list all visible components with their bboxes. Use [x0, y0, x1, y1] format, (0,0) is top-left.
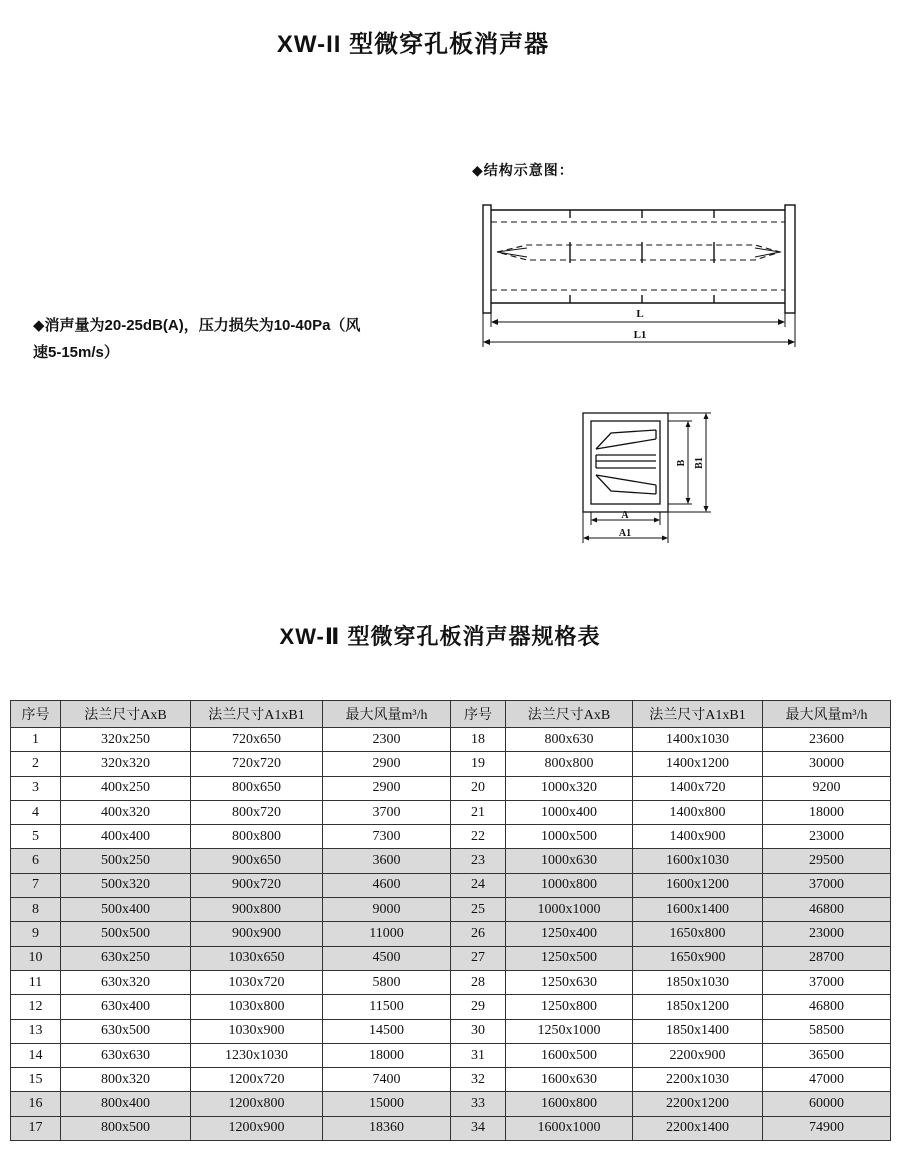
- table-cell: 14: [11, 1043, 61, 1067]
- table-cell: 1250x800: [506, 995, 633, 1019]
- spec-table-body: [11, 728, 891, 1141]
- table-cell: 7300: [323, 825, 451, 849]
- table-cell: 500x320: [61, 873, 191, 897]
- table-cell: 12: [11, 995, 61, 1019]
- column-header-1: 法兰尺寸AxB: [61, 701, 191, 728]
- top-joint-ticks: [570, 210, 714, 218]
- performance-note-line-2: 速5-15m/s）: [33, 344, 119, 361]
- table-cell: 5: [11, 825, 61, 849]
- table-cell: 37000: [763, 873, 891, 897]
- center-baffle: [596, 455, 656, 468]
- table-cell: 800x320: [61, 1068, 191, 1092]
- table-row: [11, 752, 891, 776]
- table-cell: 26: [451, 922, 506, 946]
- dimension-A-label: A: [621, 510, 629, 521]
- table-cell: 3600: [323, 849, 451, 873]
- table-cell: 18000: [323, 1043, 451, 1067]
- table-cell: 15000: [323, 1092, 451, 1116]
- silencer-cross-section-diagram: [575, 405, 720, 550]
- table-cell: 1600x1400: [633, 898, 763, 922]
- table-cell: 23000: [763, 825, 891, 849]
- table-cell: 1000x630: [506, 849, 633, 873]
- table-cell: 1: [11, 728, 61, 752]
- table-cell: 630x400: [61, 995, 191, 1019]
- table-cell: 1400x1200: [633, 752, 763, 776]
- table-cell: 900x650: [191, 849, 323, 873]
- silencer-side-view-diagram: [470, 195, 810, 355]
- table-row: [11, 995, 891, 1019]
- table-cell: 2900: [323, 752, 451, 776]
- table-cell: 1030x900: [191, 1019, 323, 1043]
- table-cell: 8: [11, 898, 61, 922]
- table-cell: 800x720: [191, 800, 323, 824]
- table-cell: 400x400: [61, 825, 191, 849]
- table-cell: 500x500: [61, 922, 191, 946]
- table-cell: 22: [451, 825, 506, 849]
- upper-baffle: [596, 430, 656, 449]
- table-cell: 10: [11, 946, 61, 970]
- table-cell: 23: [451, 849, 506, 873]
- lower-baffle: [596, 475, 656, 494]
- table-cell: 2200x900: [633, 1043, 763, 1067]
- table-cell: 1000x500: [506, 825, 633, 849]
- table-cell: 37000: [763, 970, 891, 994]
- table-row: [11, 970, 891, 994]
- table-cell: 29500: [763, 849, 891, 873]
- performance-note-line-1: ◆消声量为20-25dB(A)，压力损失为10-40Pa（风: [33, 317, 361, 334]
- table-cell: 4500: [323, 946, 451, 970]
- table-cell: 800x630: [506, 728, 633, 752]
- table-cell: 1650x900: [633, 946, 763, 970]
- table-row: [11, 898, 891, 922]
- table-cell: 4600: [323, 873, 451, 897]
- table-cell: 630x320: [61, 970, 191, 994]
- table-row: [11, 849, 891, 873]
- spec-table-title: XW-Ⅱ 型微穿孔板消声器规格表: [279, 624, 601, 649]
- table-cell: 1000x400: [506, 800, 633, 824]
- table-cell: 1600x1200: [633, 873, 763, 897]
- table-cell: 320x320: [61, 752, 191, 776]
- table-cell: 630x630: [61, 1043, 191, 1067]
- table-row: [11, 800, 891, 824]
- table-cell: 23000: [763, 922, 891, 946]
- table-cell: 1850x1400: [633, 1019, 763, 1043]
- table-row: [11, 1116, 891, 1140]
- table-cell: 400x320: [61, 800, 191, 824]
- table-cell: 30000: [763, 752, 891, 776]
- table-row: [11, 1019, 891, 1043]
- table-cell: 11: [11, 970, 61, 994]
- table-cell: 11500: [323, 995, 451, 1019]
- table-cell: 18000: [763, 800, 891, 824]
- right-flange: [785, 205, 795, 313]
- table-cell: 14500: [323, 1019, 451, 1043]
- table-cell: 2: [11, 752, 61, 776]
- table-cell: 3700: [323, 800, 451, 824]
- table-cell: 2200x1200: [633, 1092, 763, 1116]
- table-cell: 34: [451, 1116, 506, 1140]
- table-row: [11, 776, 891, 800]
- table-cell: 630x500: [61, 1019, 191, 1043]
- table-cell: 4: [11, 800, 61, 824]
- table-cell: 500x400: [61, 898, 191, 922]
- table-cell: 1600x500: [506, 1043, 633, 1067]
- table-cell: 1000x800: [506, 873, 633, 897]
- table-cell: 1250x400: [506, 922, 633, 946]
- table-cell: 24: [451, 873, 506, 897]
- table-cell: 1400x900: [633, 825, 763, 849]
- column-header-4: 序号: [451, 701, 506, 728]
- center-pod-outline: [497, 245, 780, 260]
- table-cell: 630x250: [61, 946, 191, 970]
- table-cell: 2200x1030: [633, 1068, 763, 1092]
- table-cell: 1030x800: [191, 995, 323, 1019]
- table-cell: 2200x1400: [633, 1116, 763, 1140]
- table-cell: 9200: [763, 776, 891, 800]
- table-cell: 1230x1030: [191, 1043, 323, 1067]
- table-cell: 1250x500: [506, 946, 633, 970]
- table-cell: 16: [11, 1092, 61, 1116]
- table-cell: 1600x1000: [506, 1116, 633, 1140]
- table-cell: 800x500: [61, 1116, 191, 1140]
- dimension-B-label: B: [676, 459, 687, 467]
- table-cell: 32: [451, 1068, 506, 1092]
- table-cell: 500x250: [61, 849, 191, 873]
- page-title: XW-II 型微穿孔板消声器: [276, 31, 550, 58]
- table-cell: 31: [451, 1043, 506, 1067]
- table-cell: 19: [451, 752, 506, 776]
- table-cell: 900x900: [191, 922, 323, 946]
- table-cell: 800x800: [506, 752, 633, 776]
- table-cell: 1400x1030: [633, 728, 763, 752]
- table-cell: 1000x1000: [506, 898, 633, 922]
- table-cell: 9000: [323, 898, 451, 922]
- table-cell: 28: [451, 970, 506, 994]
- table-cell: 15: [11, 1068, 61, 1092]
- table-row: [11, 873, 891, 897]
- table-cell: 1600x630: [506, 1068, 633, 1092]
- structure-diagram-label: ◆结构示意图：: [472, 162, 574, 178]
- table-cell: 720x650: [191, 728, 323, 752]
- table-cell: 400x250: [61, 776, 191, 800]
- table-row: [11, 1068, 891, 1092]
- table-cell: 900x720: [191, 873, 323, 897]
- table-cell: 33: [451, 1092, 506, 1116]
- left-flange: [483, 205, 491, 313]
- table-cell: 28700: [763, 946, 891, 970]
- table-cell: 800x650: [191, 776, 323, 800]
- table-cell: 1600x800: [506, 1092, 633, 1116]
- table-cell: 27: [451, 946, 506, 970]
- table-row: [11, 825, 891, 849]
- table-cell: 13: [11, 1019, 61, 1043]
- table-cell: 17: [11, 1116, 61, 1140]
- table-cell: 1200x720: [191, 1068, 323, 1092]
- table-cell: 9: [11, 922, 61, 946]
- table-cell: 1030x720: [191, 970, 323, 994]
- dimension-L-label: L: [636, 308, 644, 320]
- table-row: [11, 946, 891, 970]
- table-cell: 1600x1030: [633, 849, 763, 873]
- table-cell: 30: [451, 1019, 506, 1043]
- table-cell: 1250x630: [506, 970, 633, 994]
- table-cell: 1850x1200: [633, 995, 763, 1019]
- table-cell: 1650x800: [633, 922, 763, 946]
- column-header-6: 法兰尺寸A1xB1: [633, 701, 763, 728]
- column-header-5: 法兰尺寸AxB: [506, 701, 633, 728]
- table-cell: 1250x1000: [506, 1019, 633, 1043]
- table-cell: 11000: [323, 922, 451, 946]
- table-cell: 18: [451, 728, 506, 752]
- table-cell: 1200x800: [191, 1092, 323, 1116]
- table-cell: 1000x320: [506, 776, 633, 800]
- spec-table: [10, 700, 891, 1141]
- table-cell: 23600: [763, 728, 891, 752]
- table-row: [11, 922, 891, 946]
- dimension-B1-label: B1: [694, 457, 705, 469]
- table-cell: 29: [451, 995, 506, 1019]
- table-cell: 47000: [763, 1068, 891, 1092]
- table-cell: 18360: [323, 1116, 451, 1140]
- spec-table-header-row: [11, 701, 891, 728]
- table-cell: 20: [451, 776, 506, 800]
- table-cell: 21: [451, 800, 506, 824]
- table-cell: 1030x650: [191, 946, 323, 970]
- table-cell: 7400: [323, 1068, 451, 1092]
- column-header-0: 序号: [11, 701, 61, 728]
- table-cell: 2900: [323, 776, 451, 800]
- table-cell: 720x720: [191, 752, 323, 776]
- column-header-7: 最大风量m³/h: [763, 701, 891, 728]
- table-cell: 60000: [763, 1092, 891, 1116]
- table-row: [11, 1092, 891, 1116]
- table-cell: 46800: [763, 995, 891, 1019]
- table-cell: 800x400: [61, 1092, 191, 1116]
- table-cell: 2300: [323, 728, 451, 752]
- bottom-joint-ticks: [570, 295, 714, 303]
- center-pod-tips: [497, 248, 780, 257]
- table-cell: 46800: [763, 898, 891, 922]
- table-cell: 1400x720: [633, 776, 763, 800]
- table-cell: 6: [11, 849, 61, 873]
- table-cell: 7: [11, 873, 61, 897]
- column-header-2: 法兰尺寸A1xB1: [191, 701, 323, 728]
- table-cell: 36500: [763, 1043, 891, 1067]
- table-cell: 5800: [323, 970, 451, 994]
- table-cell: 1850x1030: [633, 970, 763, 994]
- dimension-L1-label: L1: [633, 329, 647, 341]
- table-cell: 1200x900: [191, 1116, 323, 1140]
- table-cell: 74900: [763, 1116, 891, 1140]
- table-cell: 900x800: [191, 898, 323, 922]
- column-header-3: 最大风量m³/h: [323, 701, 451, 728]
- performance-note: [33, 312, 463, 366]
- table-cell: 25: [451, 898, 506, 922]
- table-cell: 800x800: [191, 825, 323, 849]
- table-row: [11, 728, 891, 752]
- table-cell: 320x250: [61, 728, 191, 752]
- table-cell: 58500: [763, 1019, 891, 1043]
- table-cell: 3: [11, 776, 61, 800]
- table-row: [11, 1043, 891, 1067]
- table-cell: 1400x800: [633, 800, 763, 824]
- dimension-A1-label: A1: [618, 528, 632, 539]
